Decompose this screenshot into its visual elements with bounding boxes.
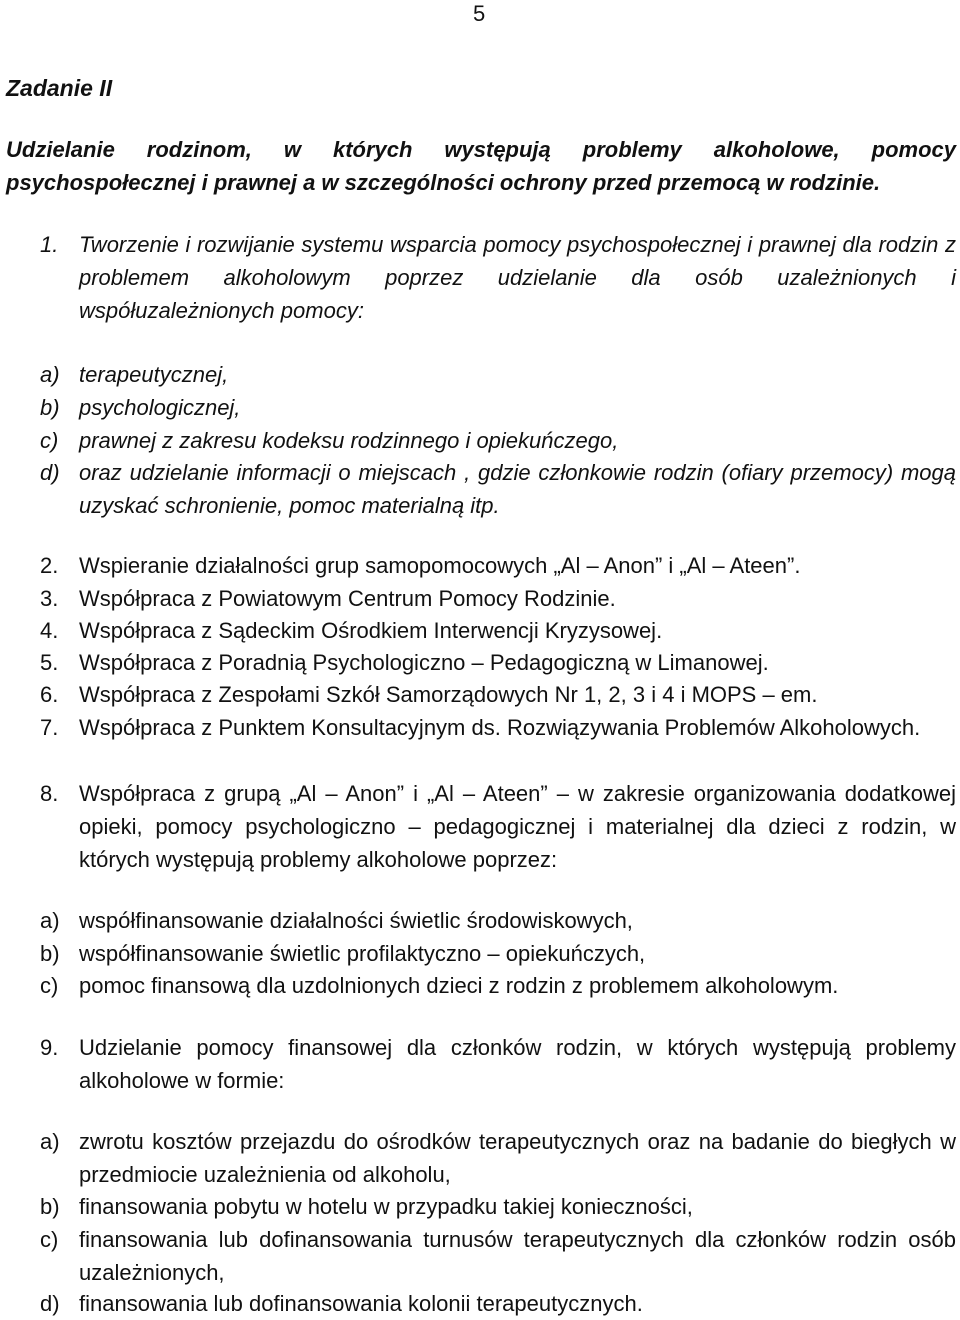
list-item [40,777,956,876]
list-item [40,1031,956,1097]
list-item [40,424,956,457]
list-item-text: finansowania pobytu w hotelu w przypadku takiej konieczności, [79,1194,693,1219]
list-item [40,646,956,679]
list-item-text: Współpraca z Sądeckim Ośrodkiem Interwencji Kryzysowej. [79,618,663,643]
list-item [40,582,956,615]
list-marker: 8. [40,781,59,806]
list-marker: 7. [40,715,59,740]
list-item [40,228,956,327]
list-item-text: psychologicznej, [79,395,241,420]
list-item [40,456,956,522]
list-item [40,937,956,970]
list-marker: a) [40,908,60,933]
list-marker: 9. [40,1035,59,1060]
list-marker: d) [40,1291,60,1316]
list-item [40,969,956,1002]
list-marker: b) [40,395,60,420]
list-item-text: Udzielanie pomocy finansowej dla członków rodzin, w których występują problemy alkoholowe w formie: [79,1035,956,1093]
list-item-text: pomoc finansową dla uzdolnionych dzieci z rodzin z problemem alkoholowym. [79,973,839,998]
list-item [40,614,956,647]
list-marker: 3. [40,586,59,611]
list-marker: a) [40,362,60,387]
list-item-text: zwrotu kosztów przejazdu do ośrodków terapeutycznych oraz na badanie do biegłych w przedmiocie uzależnienia od alkoholu, [79,1129,956,1187]
list-item [40,358,956,391]
list-item-text: finansowania lub dofinansowania kolonii terapeutycznych. [79,1291,643,1316]
list-item-text: finansowania lub dofinansowania turnusów terapeutycznych dla członków rodzin osób uzależnionych, [79,1227,956,1285]
list-item-text: Współpraca z Poradnią Psychologiczno – Pedagogiczną w Limanowej. [79,650,769,675]
list-item [40,904,956,937]
list-marker: c) [40,973,59,998]
list-marker: c) [40,428,59,453]
list-item-text: terapeutycznej, [79,362,229,387]
list-item [40,1223,956,1289]
list-marker: c) [40,1227,59,1252]
list-marker: a) [40,1129,60,1154]
list-marker: b) [40,1194,60,1219]
list-item-text: współfinansowanie działalności świetlic środowiskowych, [79,908,633,933]
list-item-text: Współpraca z Zespołami Szkół Samorządowych Nr 1, 2, 3 i 4 i MOPS – em. [79,682,818,707]
list-marker: 6. [40,682,59,707]
list-item [40,391,956,424]
list-item [40,1287,956,1320]
list-item-text: współfinansowanie świetlic profilaktyczno – opiekuńczych, [79,941,646,966]
page-number: 5 [473,1,486,26]
list-item [40,678,956,711]
list-item-text: Tworzenie i rozwijanie systemu wsparcia pomocy psychospołecznej i prawnej dla rodzin z problemem alkoholowym poprzez udzielanie dla osób uzależnionych i współuzależnionych pomocy: [79,232,956,323]
list-item [40,1125,956,1191]
list-item-text: Współpraca z Punktem Konsultacyjnym ds. Rozwiązywania Problemów Alkoholowych. [79,715,921,740]
list-item [40,711,956,744]
list-marker: d) [40,460,60,485]
section-subheading: Udzielanie rodzinom, w których występują problemy alkoholowe, pomocy psychospołecznej i prawnej a w szczególności ochrony przed przemocą w rodzinie. [6,137,956,195]
list-item-text: oraz udzielanie informacji o miejscach , gdzie członkowie rodzin (ofiary przemocy) mogą uzyskać schronienie, pomoc materialną itp. [79,460,956,518]
list-item [40,549,956,582]
list-item-text: Wspieranie działalności grup samopomocowych „Al – Anon” i „Al – Ateen”. [79,553,801,578]
list-marker: 4. [40,618,59,643]
list-item-text: prawnej z zakresu kodeksu rodzinnego i opiekuńczego, [79,428,619,453]
list-item-text: Współpraca z grupą „Al – Anon” i „Al – Ateen” – w zakresie organizowania dodatkowej opieki, pomocy psychologiczno – pedagogicznej i materialnej dla dzieci z rodzin, w których występują problemy alkoholowe poprzez: [79,781,956,872]
list-item-text: Współpraca z Powiatowym Centrum Pomocy Rodzinie. [79,586,616,611]
list-marker: 1. [40,232,59,257]
section-heading: Zadanie II [6,75,113,101]
list-marker: 2. [40,553,59,578]
list-item [40,1190,956,1223]
list-marker: 5. [40,650,59,675]
list-marker: b) [40,941,60,966]
